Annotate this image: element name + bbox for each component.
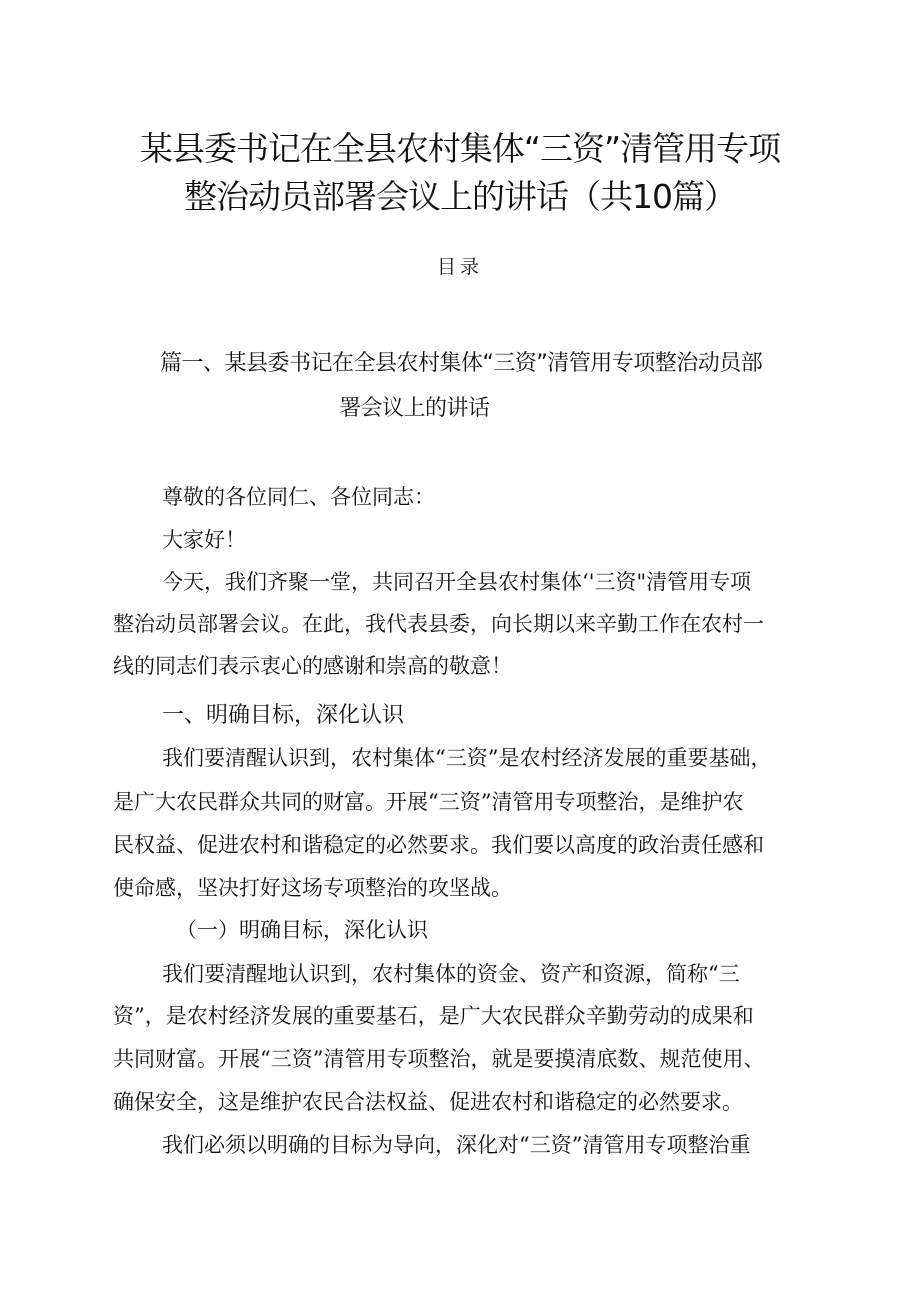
salutation: 尊敬的各位同仁、各位同志： [162, 485, 435, 509]
body-line: 使命感，坚决打好这场专项整治的攻坚战。 [113, 876, 512, 900]
body-line: 是广大农民群众共同的财富。开展“三资”清管用专项整治，是维护农 [113, 790, 744, 814]
table-of-contents-label: 目录 [436, 256, 483, 278]
body-line: 整治动员部署会议。在此，我代表县委，向长期以来辛勤工作在农村一 [113, 612, 764, 636]
body-line: 我们必须以明确的目标为导向，深化对“三资”清管用专项整治重 [162, 1133, 751, 1157]
body-line: 我们要清醒地认识到，农村集体的资金、资产和资源，简称“三 [162, 962, 740, 986]
body-line: 共同财富。开展“三资”清管用专项整治，就是要摸清底数、规范使用、 [113, 1047, 765, 1071]
body-line: 确保安全，这是维护农民合法权益、促进农村和谐稳定的必然要求。 [113, 1090, 743, 1114]
body-line: 我们要清醒认识到，农村集体“三资”是农村经济发展的重要基础， [162, 746, 772, 770]
chapter-title-line-2: 署会议上的讲话 [339, 396, 490, 421]
body-line: 民权益、促进农村和谐稳定的必然要求。我们要以高度的政治责任感和 [113, 833, 764, 857]
greeting: 大家好！ [162, 528, 246, 552]
body-line: 资”，是农村经济发展的重要基石，是广大农民群众辛勤劳动的成果和 [113, 1004, 754, 1028]
body-line: 线的同志们表示衷心的感谢和崇高的敬意！ [113, 654, 512, 678]
document-title-line-1: 某县委书记在全县农村集体“三资”清管用专项 [139, 129, 781, 168]
chapter-title-line-1: 篇一、某县委书记在全县农村集体“三资”清管用专项整治动员部 [160, 351, 763, 376]
body-line: 今天，我们齐聚一堂，共同召开全县农村集体‘'三资"清管用专项 [162, 570, 752, 594]
document-title-line-2: 整治动员部署会议上的讲话（共10篇） [184, 177, 736, 216]
subsection-heading: （一）明确目标，深化认识 [176, 918, 428, 942]
section-heading: 一、明确目标，深化认识 [162, 703, 405, 728]
